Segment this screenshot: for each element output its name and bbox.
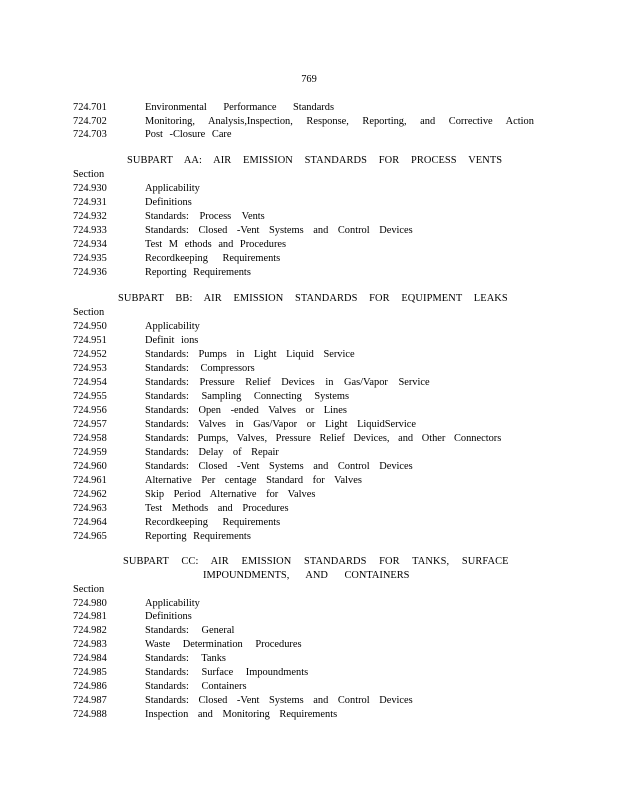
section-title: Standards: General	[145, 625, 235, 636]
section-label: Section	[73, 307, 105, 318]
section-number: 724.950	[73, 321, 107, 332]
toc-entry	[73, 610, 192, 624]
section-title: Definitions	[145, 611, 192, 622]
section-label: Section	[73, 584, 105, 595]
section-title: Standards: Pumps, Valves, Pressure Relief Devices, and Other Connectors	[145, 433, 502, 444]
section-title: Reporting Requirements	[145, 267, 251, 278]
section-title: Standards: Closed -Vent Systems and Control Devices	[145, 695, 413, 706]
toc-entry	[73, 224, 413, 238]
section-number: 724.987	[73, 695, 107, 706]
toc-entry	[73, 666, 308, 680]
section-title: Standards: Pumps in Light Liquid Service	[145, 349, 355, 360]
toc-entry	[73, 694, 413, 708]
section-number: 724.953	[73, 363, 107, 374]
section-title: Post -Closure Care	[145, 129, 232, 140]
toc-entry	[73, 404, 347, 418]
section-number: 724.982	[73, 625, 107, 636]
section-number: 724.935	[73, 253, 107, 264]
section-number: 724.960	[73, 461, 107, 472]
toc-entry	[73, 432, 501, 446]
toc-entry	[73, 238, 286, 252]
section-number: 724.951	[73, 335, 107, 346]
section-number: 724.955	[73, 391, 107, 402]
section-number: 724.958	[73, 433, 107, 444]
section-number: 724.984	[73, 653, 107, 664]
section-title: Standards: Closed -Vent Systems and Control Devices	[145, 461, 413, 472]
section-title: Recordkeeping Requirements	[145, 253, 281, 264]
section-title: Standards: Closed -Vent Systems and Control Devices	[145, 225, 413, 236]
toc-entry	[73, 624, 234, 638]
section-title: Applicability	[145, 321, 200, 332]
section-title: Applicability	[145, 598, 200, 609]
toc-entry	[73, 266, 251, 280]
page-number: 769	[301, 74, 317, 85]
section-number: 724.934	[73, 239, 107, 250]
toc-entry	[73, 502, 289, 516]
section-number: 724.703	[73, 129, 107, 140]
section-number: 724.936	[73, 267, 107, 278]
section-title: Alternative Per centage Standard for Valves	[145, 475, 362, 486]
section-title: Waste Determination Procedures	[145, 639, 302, 650]
section-label: Section	[73, 169, 105, 180]
section-number: 724.931	[73, 197, 107, 208]
section-number: 724.981	[73, 611, 107, 622]
section-number: 724.954	[73, 377, 107, 388]
section-title: Definit ions	[145, 335, 199, 346]
section-title: Skip Period Alternative for Valves	[145, 489, 316, 500]
section-title: Standards: Pressure Relief Devices in Gas/Vapor Service	[145, 377, 430, 388]
section-title: Test M ethods and Procedures	[145, 239, 287, 250]
section-title: Standards: Sampling Connecting Systems	[145, 391, 350, 402]
toc-entry	[73, 252, 280, 266]
section-title: Standards: Containers	[145, 681, 247, 692]
subpart-aa-heading: SUBPART AA: AIR EMISSION STANDARDS FOR PROCESS VENTS	[127, 155, 503, 166]
toc-entry	[73, 597, 200, 611]
toc-entry	[73, 196, 192, 210]
section-number: 724.933	[73, 225, 107, 236]
section-number: 724.930	[73, 183, 107, 194]
section-title: Reporting Requirements	[145, 531, 251, 542]
section-number: 724.983	[73, 639, 107, 650]
toc-entry	[73, 210, 265, 224]
section-title: Definitions	[145, 197, 192, 208]
toc-entry	[73, 446, 279, 460]
section-title: Environmental Performance Standards	[145, 102, 335, 113]
toc-entry	[73, 488, 315, 502]
section-title: Applicability	[145, 183, 200, 194]
subpart-cc-heading: SUBPART CC: AIR EMISSION STANDARDS FOR TANKS, SURFACE	[123, 556, 509, 567]
toc-entry	[73, 708, 337, 722]
section-title: Standards: Tanks	[145, 653, 226, 664]
section-title: Test Methods and Procedures	[145, 503, 289, 514]
toc-entry	[73, 348, 355, 362]
section-number: 724.932	[73, 211, 107, 222]
section-number: 724.963	[73, 503, 107, 514]
section-number: 724.702	[73, 116, 107, 127]
section-title: Inspection and Monitoring Requirements	[145, 709, 338, 720]
toc-entry	[73, 320, 200, 334]
section-title: Standards: Compressors	[145, 363, 255, 374]
toc-entry	[73, 418, 416, 432]
section-number: 724.959	[73, 447, 107, 458]
toc-entry	[73, 530, 251, 544]
subpart-bb-heading: SUBPART BB: AIR EMISSION STANDARDS FOR EQUIPMENT LEAKS	[118, 293, 508, 304]
section-number: 724.985	[73, 667, 107, 678]
toc-entry	[73, 128, 232, 142]
section-title: Standards: Open -ended Valves or Lines	[145, 405, 347, 416]
subpart-cc-heading-continued: IMPOUNDMENTS, AND CONTAINERS	[203, 570, 410, 581]
toc-entry	[73, 474, 362, 488]
section-title: Standards: Process Vents	[145, 211, 265, 222]
section-title: Standards: Delay of Repair	[145, 447, 279, 458]
section-title: Recordkeeping Requirements	[145, 517, 281, 528]
section-number: 724.701	[73, 102, 107, 113]
toc-entry	[73, 460, 413, 474]
toc-entry	[73, 390, 349, 404]
section-number: 724.956	[73, 405, 107, 416]
toc-entry	[73, 362, 255, 376]
section-number: 724.952	[73, 349, 107, 360]
section-title: Standards: Surface Impoundments	[145, 667, 309, 678]
section-number: 724.988	[73, 709, 107, 720]
section-number: 724.957	[73, 419, 107, 430]
section-number: 724.986	[73, 681, 107, 692]
toc-entry	[73, 334, 198, 348]
section-number: 724.965	[73, 531, 107, 542]
section-title: Standards: Valves in Gas/Vapor or Light LiquidService	[145, 419, 416, 430]
section-number: 724.962	[73, 489, 107, 500]
toc-entry	[73, 182, 200, 196]
toc-entry	[73, 115, 534, 129]
section-number: 724.964	[73, 517, 107, 528]
toc-entry	[73, 376, 430, 390]
toc-entry	[73, 652, 226, 666]
toc-entry	[73, 638, 302, 652]
section-number: 724.961	[73, 475, 107, 486]
section-title: Monitoring, Analysis,Inspection, Response, Reporting, and Corrective Action	[145, 116, 534, 127]
toc-entry	[73, 101, 334, 115]
toc-entry	[73, 680, 246, 694]
section-number: 724.980	[73, 598, 107, 609]
toc-entry	[73, 516, 280, 530]
